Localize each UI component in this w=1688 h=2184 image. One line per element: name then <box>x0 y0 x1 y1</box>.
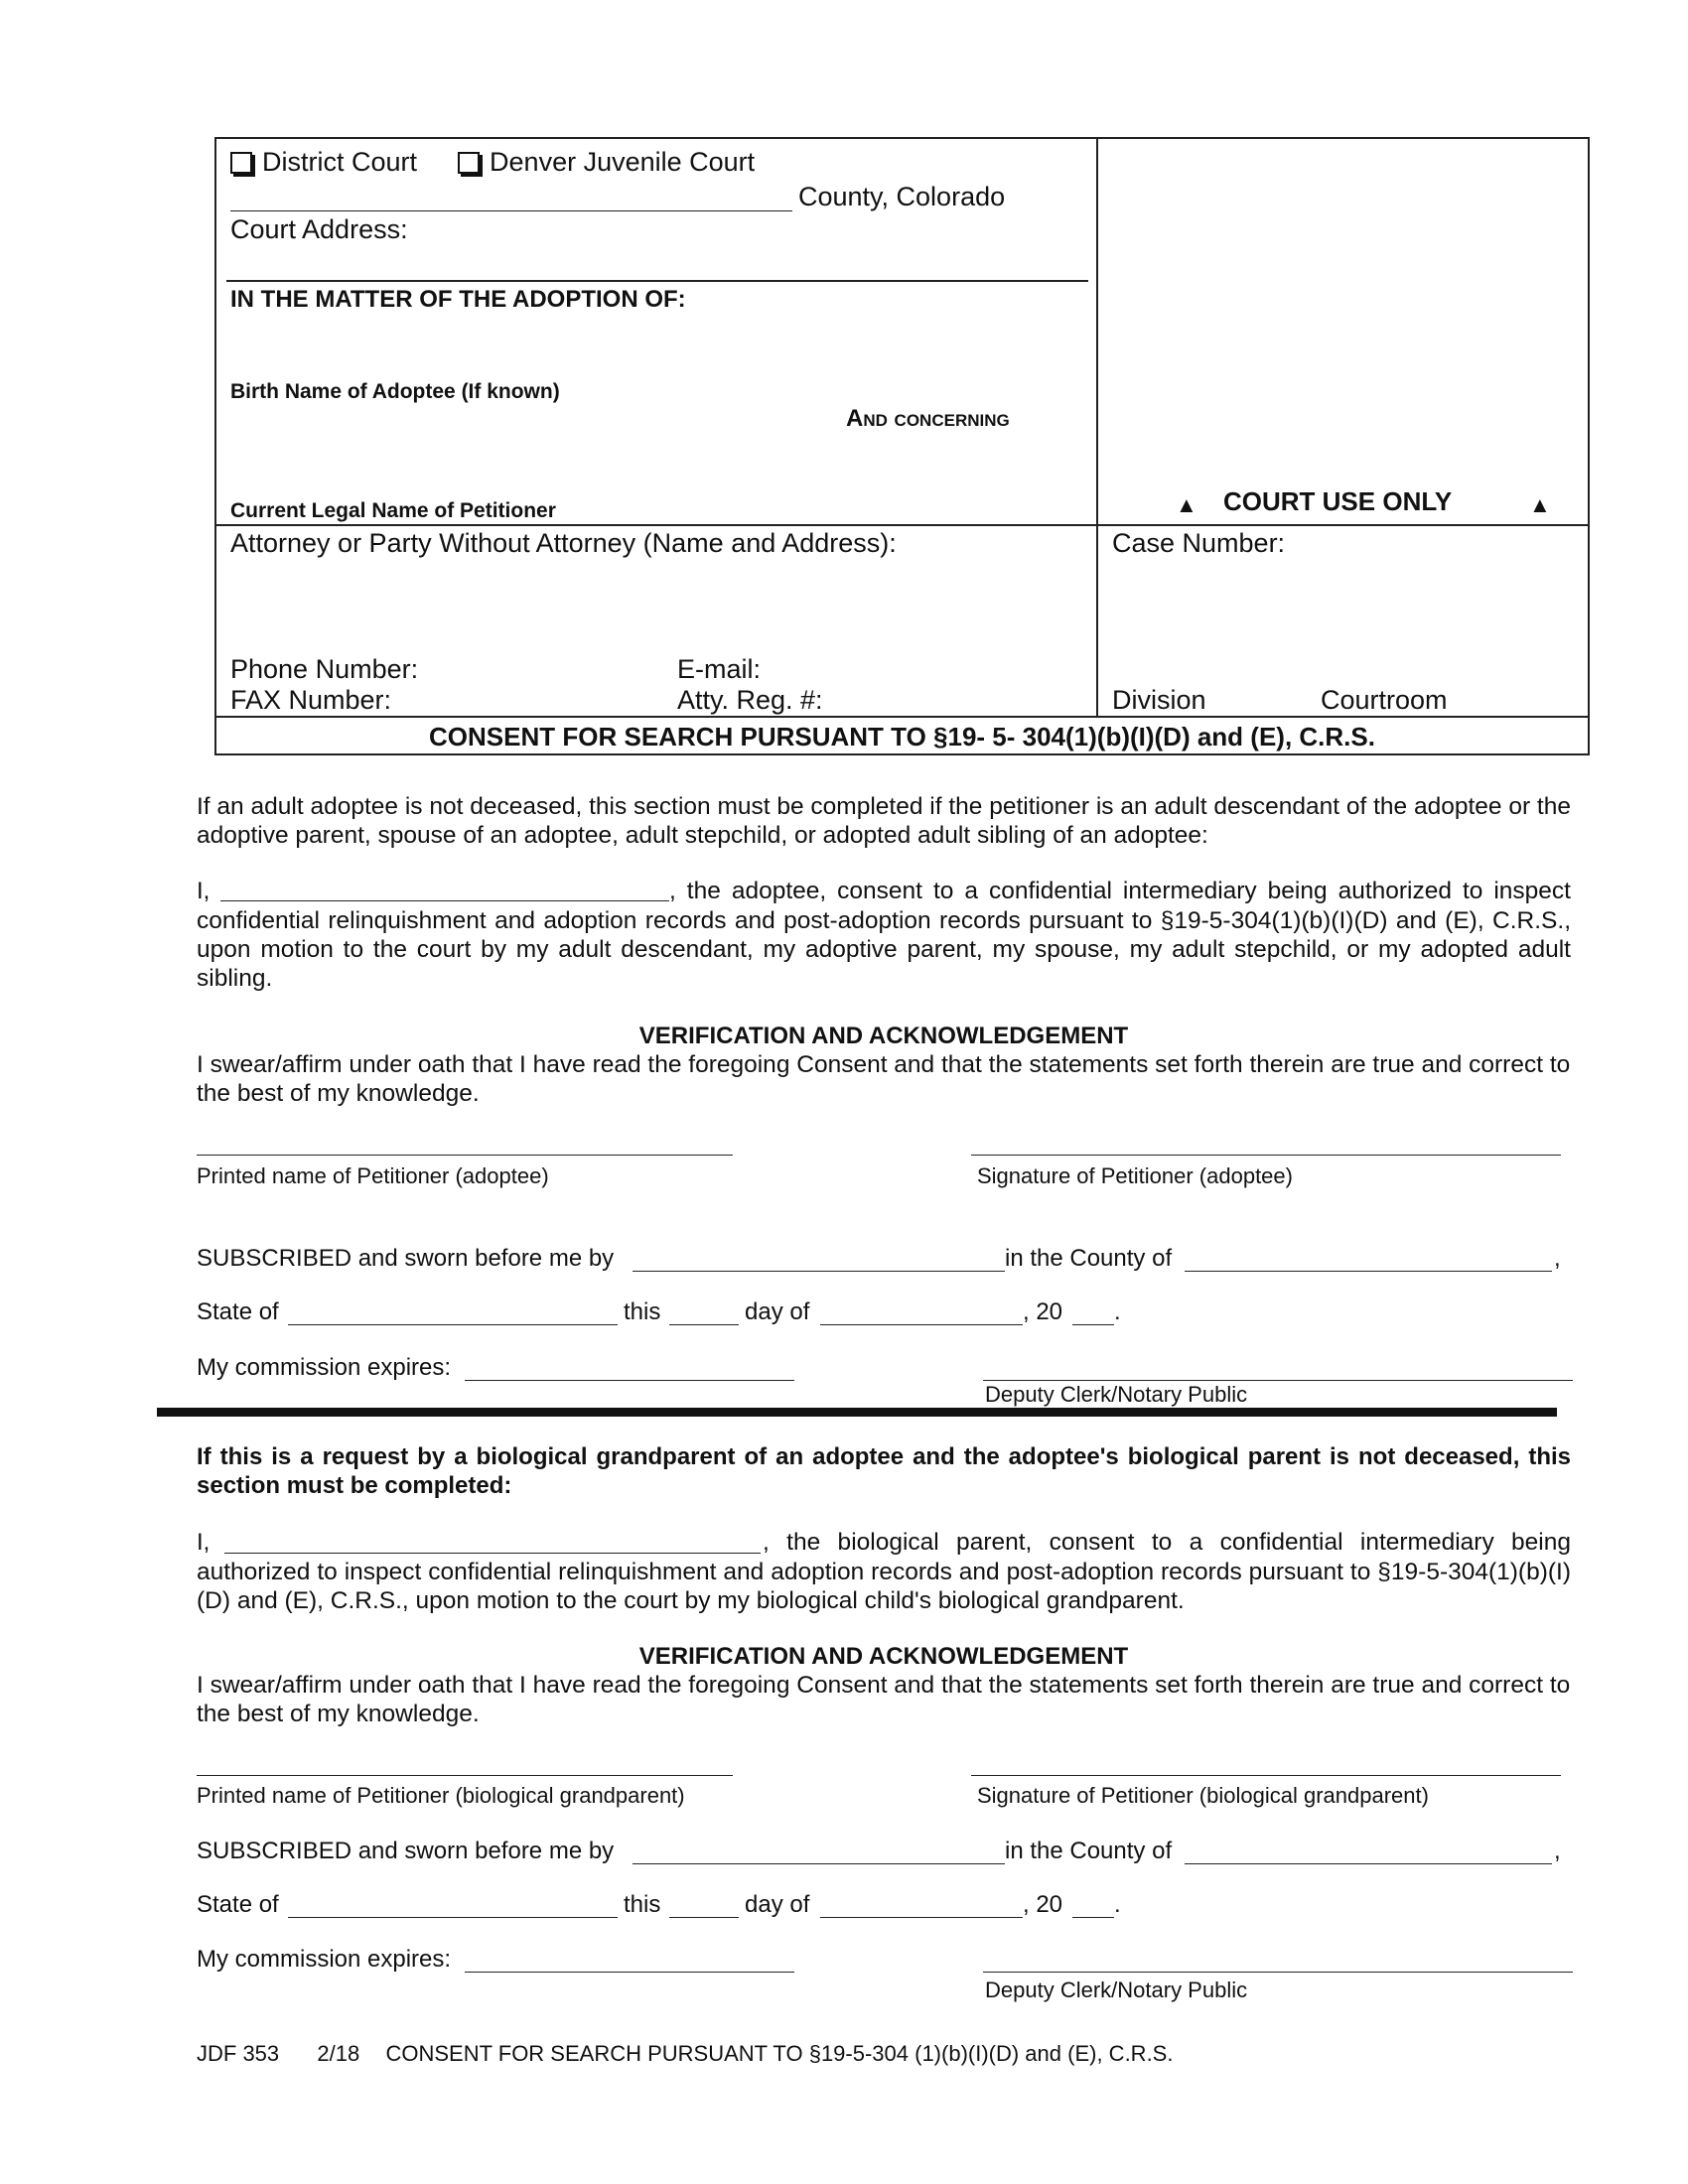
section2-printed-name-label: Printed name of Petitioner (biological grandparent) <box>197 1783 685 1808</box>
section2-parent-name-field[interactable] <box>224 1553 761 1554</box>
attorney-label: Attorney or Party Without Attorney (Name and Address): <box>230 528 897 558</box>
section1-state-label: State of <box>197 1298 279 1325</box>
section2-year-field[interactable] <box>1072 1917 1114 1918</box>
footer-revision: 2/18 <box>317 2041 360 2066</box>
court-type-row <box>230 147 755 178</box>
section1-county-comma: , <box>1554 1245 1561 1272</box>
section1-this-label: this <box>624 1298 661 1325</box>
caption-divider-row1 <box>214 524 1590 526</box>
court-use-triangle-left: ▲ <box>1176 492 1197 517</box>
section2-commission-label: My commission expires: <box>197 1946 452 1973</box>
section1-clerk-label: Deputy Clerk/Notary Public <box>985 1382 1248 1407</box>
caption-divider-row2 <box>214 716 1590 718</box>
section1-year-field[interactable] <box>1072 1324 1114 1325</box>
county-suffix: County, Colorado <box>798 182 1006 211</box>
section2-signature-label: Signature of Petitioner (biological grandparent) <box>977 1783 1429 1808</box>
caption-box <box>214 137 1590 755</box>
form-title: CONSENT FOR SEARCH PURSUANT TO §19- 5- 304(1)(b)(I)(D) and (E), C.R.S. <box>429 722 1375 751</box>
court-use-only-label: COURT USE ONLY <box>1223 486 1453 516</box>
atty-reg-label: Atty. Reg. #: <box>677 685 823 715</box>
section2-consent-line1: , the biological parent, consent to a confidential intermediary being <box>763 1529 1571 1556</box>
and-concerning-label: And concerning <box>846 405 1010 432</box>
section2-consent-rest: authorized to inspect confidential relinquishment and adoption records and post-adoption records pursuant to §19-5-304(1)(b)(I)(D) and (E), C.R.S., upon motion to the court by my biological child's biological grandparent. <box>197 1559 1571 1614</box>
district-court-checkbox[interactable] <box>230 152 252 174</box>
section2-in-county-label: in the County of <box>1005 1838 1173 1864</box>
fax-label: FAX Number: <box>230 685 392 715</box>
division-label: Division <box>1112 685 1206 715</box>
section2-clerk-label: Deputy Clerk/Notary Public <box>985 1978 1248 2002</box>
birth-name-label: Birth Name of Adoptee (If known) <box>230 380 560 403</box>
juvenile-court-label: Denver Juvenile Court <box>490 147 756 177</box>
section1-clerk-signature-field[interactable] <box>983 1380 1573 1381</box>
section2-state-field[interactable] <box>288 1917 618 1918</box>
court-address-rule <box>226 280 1088 282</box>
section2-this-label: this <box>624 1891 661 1918</box>
section1-day-field[interactable] <box>669 1324 739 1325</box>
section1-period: . <box>1114 1298 1121 1325</box>
section1-county-field[interactable] <box>1185 1271 1552 1272</box>
phone-label: Phone Number: <box>230 654 419 684</box>
section1-in-county-label: in the County of <box>1005 1245 1173 1272</box>
section1-consent-line1: , the adoptee, consent to a confidential intermediary being authorized to inspect <box>669 878 1571 904</box>
section2-signature-field[interactable] <box>971 1775 1561 1776</box>
court-use-triangle-right: ▲ <box>1529 492 1551 517</box>
section2-month-field[interactable] <box>820 1917 1023 1918</box>
email-label: E-mail: <box>677 654 762 684</box>
footer-title: CONSENT FOR SEARCH PURSUANT TO §19-5-304 (1)(b)(I)(D) and (E), C.R.S. <box>385 2041 1174 2066</box>
section2-verification-text: I swear/affirm under oath that I have read the foregoing Consent and that the statements set forth therein are true and correct to the best of my knowledge. <box>197 1672 1571 1727</box>
section2-clerk-signature-field[interactable] <box>983 1972 1573 1973</box>
section2-state-label: State of <box>197 1891 279 1918</box>
section1-intro: If an adult adoptee is not deceased, this section must be completed if the petitioner is an adult descendant of the adoptee or the adoptive parent, spouse of an adoptee, adult stepchild, or adopted adult sibling of an adoptee: <box>197 793 1571 849</box>
section2-printed-name-field[interactable] <box>197 1775 733 1776</box>
caption-divider-vertical <box>1096 137 1098 718</box>
section1-month-field[interactable] <box>820 1324 1023 1325</box>
section2-subscribed-label: SUBSCRIBED and sworn before me by <box>197 1838 615 1864</box>
section1-verification-text: I swear/affirm under oath that I have read the foregoing Consent and that the statements set forth therein are true and correct to the best of my knowledge. <box>197 1051 1571 1107</box>
matter-heading: IN THE MATTER OF THE ADOPTION OF: <box>230 286 686 313</box>
juvenile-court-checkbox[interactable] <box>458 152 480 174</box>
current-name-label: Current Legal Name of Petitioner <box>230 499 556 522</box>
courtroom-label: Courtroom <box>1321 685 1448 715</box>
section2-sworn-by-field[interactable] <box>633 1863 1005 1864</box>
section1-printed-name-label: Printed name of Petitioner (adoptee) <box>197 1163 549 1188</box>
section2-i-label: I, <box>197 1529 211 1556</box>
section-separator <box>157 1408 1557 1417</box>
section1-signature-field[interactable] <box>971 1155 1561 1156</box>
section1-sworn-by-field[interactable] <box>633 1271 1005 1272</box>
district-court-label: District Court <box>262 147 418 177</box>
section1-year-label: , 20 <box>1023 1298 1063 1325</box>
section2-day-of-label: day of <box>745 1891 810 1918</box>
section1-subscribed-label: SUBSCRIBED and sworn before me by <box>197 1245 615 1272</box>
section1-commission-label: My commission expires: <box>197 1354 452 1381</box>
section2-county-comma: , <box>1554 1838 1561 1864</box>
section1-consent-rest: confidential relinquishment and adoption records and post-adoption records pursuant to §19-5-304(1)(b)(I)(D) and (E), C.R.S., upon motion to the court by my adult descendant, my adoptive parent, my spouse, my adult stepchild, or my adopted adult sibling. <box>197 907 1571 992</box>
section1-verification-heading: VERIFICATION AND ACKNOWLEDGEMENT <box>638 1023 1129 1049</box>
section2-intro: If this is a request by a biological grandparent of an adoptee and the adoptee's biological parent is not deceased, this section must be completed: <box>197 1443 1571 1499</box>
section1-signature-label: Signature of Petitioner (adoptee) <box>977 1163 1293 1188</box>
footer <box>197 2041 1173 2067</box>
county-name-field[interactable] <box>230 210 792 211</box>
case-number-label: Case Number: <box>1112 528 1286 558</box>
section2-commission-field[interactable] <box>465 1972 794 1973</box>
court-address-label: Court Address: <box>230 214 408 244</box>
section2-county-field[interactable] <box>1185 1863 1552 1864</box>
footer-form-id: JDF 353 <box>197 2041 280 2066</box>
section1-adoptee-name-field[interactable] <box>220 900 669 901</box>
section1-commission-field[interactable] <box>465 1380 794 1381</box>
section2-period: . <box>1114 1891 1121 1918</box>
section1-day-of-label: day of <box>745 1298 810 1325</box>
section1-state-field[interactable] <box>288 1324 618 1325</box>
section2-day-field[interactable] <box>669 1917 739 1918</box>
section2-year-label: , 20 <box>1023 1891 1063 1918</box>
section1-printed-name-field[interactable] <box>197 1155 733 1156</box>
section1-i-label: I, <box>197 878 211 904</box>
section2-verification-heading: VERIFICATION AND ACKNOWLEDGEMENT <box>638 1643 1129 1670</box>
